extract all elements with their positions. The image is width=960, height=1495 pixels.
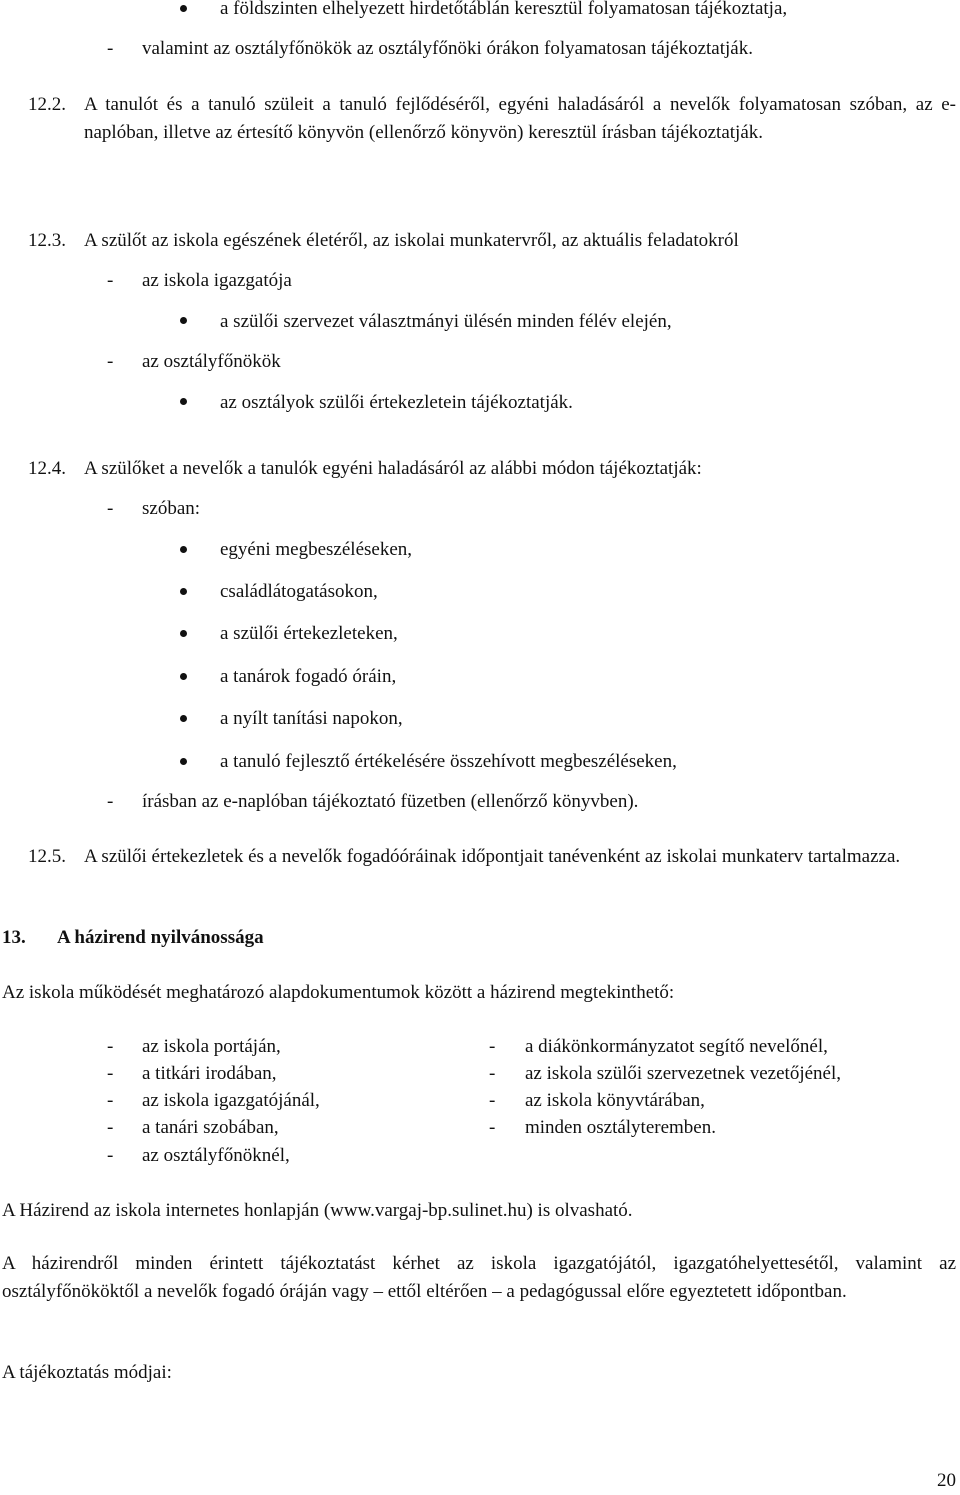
dash-text: az osztályfőnökök xyxy=(142,351,281,372)
dash-marker: - xyxy=(107,38,114,59)
location-item: a tanári szobában, xyxy=(142,1117,279,1138)
dash-marker: - xyxy=(107,351,114,372)
location-item: a diákönkormányzatot segítő nevelőnél, xyxy=(525,1036,828,1057)
dash-marker: - xyxy=(107,1090,114,1111)
location-item: minden osztályteremben. xyxy=(525,1117,716,1138)
section-number: 12.3. xyxy=(28,230,66,251)
bullet-text: a szülői értekezleteken, xyxy=(220,623,398,644)
dash-marker: - xyxy=(107,1036,114,1057)
bullet-icon xyxy=(180,588,187,595)
section-number: 12.5. xyxy=(28,846,66,867)
bullet-text: a földszinten elhelyezett hirdetőtáblán keresztül folyamatosan tájékoztatja, xyxy=(220,0,788,19)
location-item: az iskola könyvtárában, xyxy=(525,1090,705,1111)
bullet-icon xyxy=(180,398,187,405)
bullet-text: a tanárok fogadó óráin, xyxy=(220,666,397,687)
location-item: az iskola szülői szervezetnek vezetőjénél, xyxy=(525,1063,841,1084)
bullet-text: egyéni megbeszéléseken, xyxy=(220,539,413,560)
bullet-icon xyxy=(180,715,187,722)
bullet-icon xyxy=(180,317,187,324)
section-number: 12.2. xyxy=(28,94,66,115)
dash-marker: - xyxy=(107,1145,114,1166)
dash-text: az iskola igazgatója xyxy=(142,270,292,291)
dash-marker: - xyxy=(489,1117,496,1138)
bullet-icon xyxy=(180,5,187,12)
dash-marker: - xyxy=(107,270,114,291)
dash-marker: - xyxy=(489,1063,496,1084)
bullet-icon xyxy=(180,630,187,637)
bullet-text: a nyílt tanítási napokon, xyxy=(220,708,403,729)
bullet-icon xyxy=(180,546,187,553)
modes-heading: A tájékoztatás módjai: xyxy=(2,1362,172,1383)
bullet-text: az osztályok szülői értekezletein tájékoztatják. xyxy=(220,392,573,413)
chapter-number: 13. xyxy=(2,927,26,948)
dash-marker: - xyxy=(107,1063,114,1084)
dash-text: valamint az osztályfőnökök az osztályfőnöki órákon folyamatosan tájékoztatják. xyxy=(142,38,753,59)
bullet-text: a tanuló fejlesztő értékelésére összehívott megbeszéléseken, xyxy=(220,751,677,772)
location-item: az iskola portáján, xyxy=(142,1036,281,1057)
bullet-text: a szülői szervezet választmányi ülésén minden félév elején, xyxy=(220,311,672,332)
section-text: A szülőt az iskola egészének életéről, az iskolai munkatervről, az aktuális feladatokról xyxy=(84,230,739,251)
section-number: 12.4. xyxy=(28,458,66,479)
dash-marker: - xyxy=(107,498,114,519)
dash-text: írásban az e-naplóban tájékoztató füzetben (ellenőrző könyvben). xyxy=(142,791,639,812)
section-text: A szülőket a nevelők a tanulók egyéni haladásáról az alábbi módon tájékoztatják: xyxy=(84,458,702,479)
dash-marker: - xyxy=(107,791,114,812)
bullet-icon xyxy=(180,758,187,765)
website-text: A Házirend az iskola internetes honlapján (www.vargaj-bp.sulinet.hu) is olvasható. xyxy=(2,1200,633,1221)
dash-text: szóban: xyxy=(142,498,201,519)
location-item: a titkári irodában, xyxy=(142,1063,277,1084)
page-number: 20 xyxy=(937,1470,956,1491)
dash-marker: - xyxy=(489,1090,496,1111)
info-paragraph: A házirendről minden érintett tájékoztatást kérhet az iskola igazgatójától, igazgatóhelyettesétől, valamint az osztályfőnököktől a nevelők fogadó óráján vagy – ettől eltérően – a pedagógussal előre egyeztetett időpontban. xyxy=(2,1253,956,1302)
bullet-text: családlátogatásokon, xyxy=(220,581,378,602)
section-text: A tanulót és a tanuló szüleit a tanuló fejlődéséről, egyéni haladásáról a nevelők folyamatosan szóban, az e-naplóban, illetve az értesítő könyvön (ellenőrző könyvön) keresztül írásban tájékoztatják. xyxy=(84,94,956,143)
dash-marker: - xyxy=(107,1117,114,1138)
location-item: az osztályfőnöknél, xyxy=(142,1145,290,1166)
intro-text: Az iskola működését meghatározó alapdokumentumok között a házirend megtekinthető: xyxy=(2,982,675,1003)
dash-marker: - xyxy=(489,1036,496,1057)
bullet-icon xyxy=(180,673,187,680)
chapter-title: A házirend nyilvánossága xyxy=(57,927,264,948)
section-text: A szülői értekezletek és a nevelők fogadóóráinak időpontjait tanévenként az iskolai munkaterv tartalmazza. xyxy=(84,846,901,867)
location-item: az iskola igazgatójánál, xyxy=(142,1090,320,1111)
